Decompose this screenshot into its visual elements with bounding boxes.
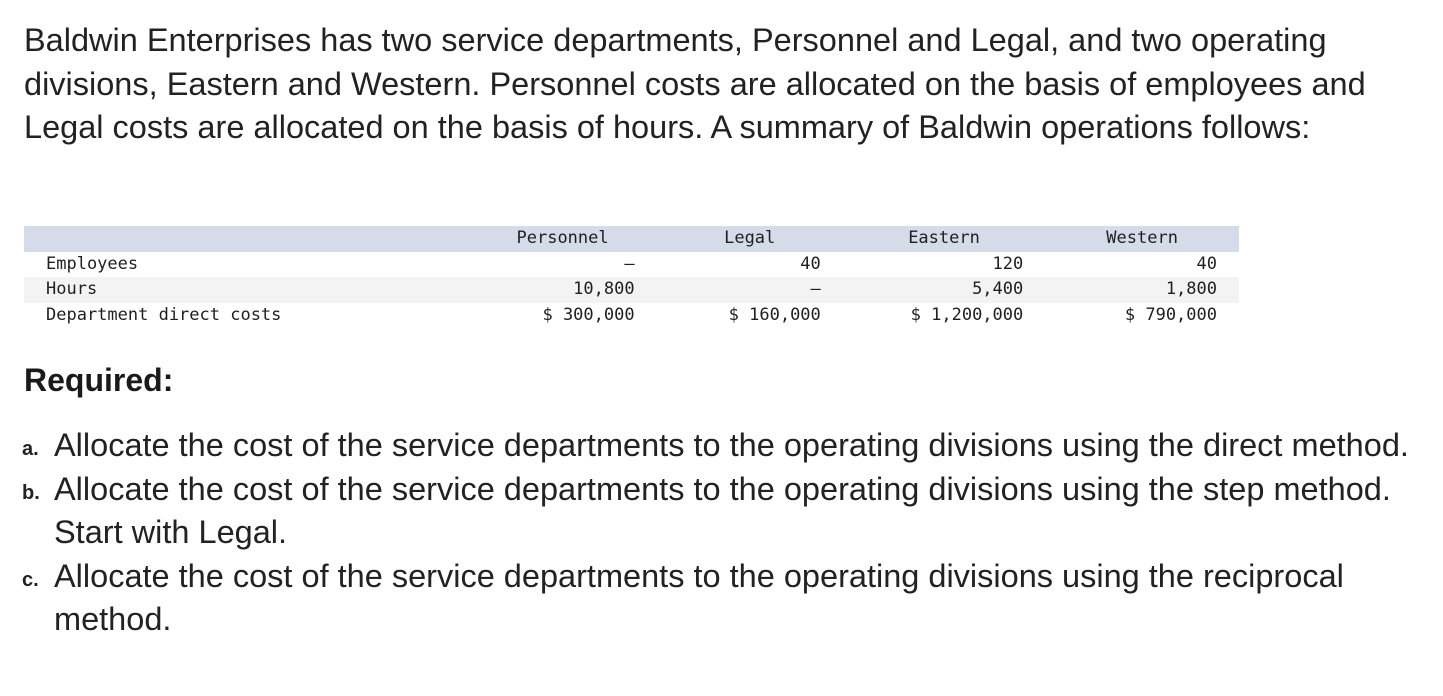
cell-legal: $ 160,000: [728, 304, 821, 325]
requirement-text: Allocate the cost of the service departments to the operating divisions using the reciprocal method.: [54, 557, 1344, 637]
table-header-row: [24, 226, 1239, 252]
requirement-c: [0, 555, 1443, 642]
required-heading: Required:: [24, 362, 174, 398]
row-label: Hours: [46, 279, 98, 299]
header-eastern: Eastern: [908, 228, 980, 248]
requirement-text: Allocate the cost of the service departments to the operating divisions using the step method. Start with Legal.: [54, 470, 1391, 550]
list-marker: c.: [22, 568, 39, 591]
operations-summary-table: [24, 226, 1239, 328]
cell-western: $ 790,000: [1124, 304, 1217, 325]
header-western: Western: [1106, 228, 1178, 248]
cell-eastern: $ 1,200,000: [910, 304, 1024, 325]
requirements-list: [0, 424, 1443, 642]
row-label: Department direct costs: [46, 304, 282, 325]
cell-eastern: 5,400: [972, 279, 1024, 299]
table-row-hours: [24, 277, 1239, 303]
requirement-text: Allocate the cost of the service departments to the operating divisions using the direct method.: [54, 427, 1409, 463]
requirement-b: [0, 468, 1443, 555]
cell-western: 1,800: [1165, 279, 1217, 299]
cell-personnel: –: [624, 253, 635, 274]
cell-western: 40: [1196, 253, 1217, 274]
header-label-column: [24, 226, 469, 252]
cell-legal: –: [810, 279, 821, 299]
table-row-employees: [24, 252, 1239, 278]
header-legal: Legal: [724, 228, 776, 248]
cell-legal: 40: [800, 253, 821, 274]
cell-personnel: 10,800: [573, 279, 635, 299]
table-row-direct-costs: [24, 303, 1239, 329]
requirement-a: [0, 424, 1443, 468]
header-personnel: Personnel: [516, 228, 609, 248]
problem-statement: Baldwin Enterprises has two service departments, Personnel and Legal, and two operating divisions, Eastern and Western. Personnel costs are allocated on the basis of employees and Legal costs are allocated on the basis of hours. A summary of Baldwin operations follows:: [24, 22, 1366, 145]
list-marker: b.: [22, 481, 40, 504]
row-label: Employees: [46, 253, 139, 274]
list-marker: a.: [22, 438, 39, 460]
cell-eastern: 120: [992, 253, 1024, 274]
cell-personnel: $ 300,000: [542, 304, 635, 325]
